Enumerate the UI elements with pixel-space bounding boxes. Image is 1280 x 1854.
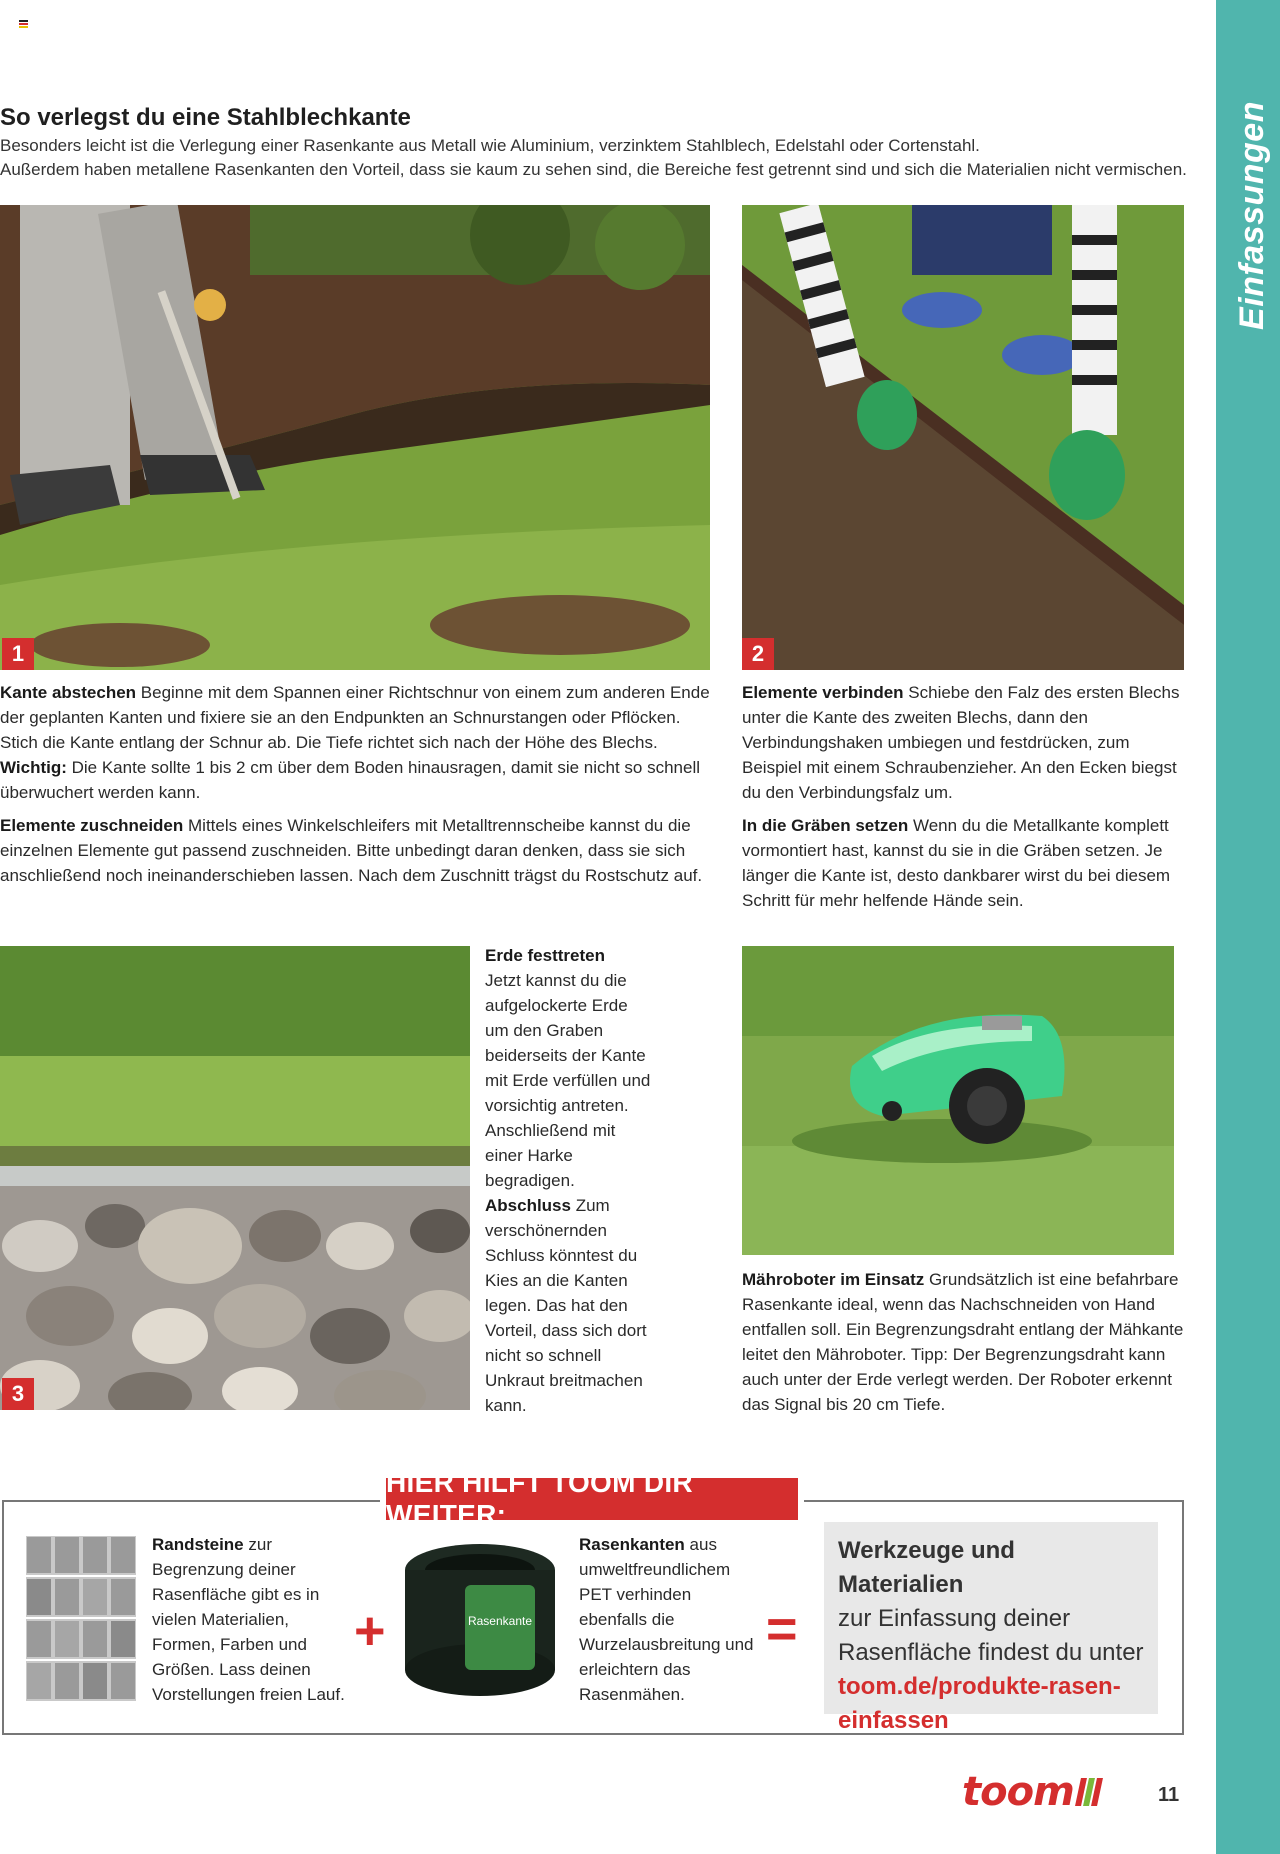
step-2-heading-a: Elemente verbinden [742, 683, 904, 702]
cta-link[interactable]: toom.de/produkte-rasen-einfassen [838, 1673, 1121, 1734]
step-1-note-label: Wichtig: [0, 758, 67, 777]
product-label: Rasenkante [467, 1614, 533, 1628]
promo-item-1-text [152, 1532, 352, 1707]
photo-joining-elements [742, 205, 1184, 670]
toom-logo-text: toom [962, 1769, 1074, 1815]
step-1-body-b: Mittels eines Winkelschleifers mit Metalltrennscheibe kannst du die einzelnen Elemente gut passend zuschneiden. Bitte unbedingt daran denken, dass sie sich anschließend noch ineinanderschieben lassen. Nach dem Zuschnitt trägst du Rostschutz auf. [0, 816, 703, 885]
step-2-text [742, 680, 1184, 921]
intro-line-2: Außerdem haben metallene Rasenkanten den Vorteil, dass sie kaum zu sehen sind, die Bereiche fest getrennt sind und sich die Materialien nicht vermischen. [0, 160, 1187, 179]
step-2-body-b: Wenn du die Metallkante komplett vormontiert hast, kannst du sie in die Gräben setzen. Je länger die Kante ist, desto dankbarer wirst du bei diesem Schritt für mehr helfende Hände sein. [742, 816, 1171, 910]
promo-item-1-heading: Randsteine [152, 1535, 244, 1554]
toom-logo-stripes [1073, 1778, 1103, 1806]
curbstones-image [26, 1536, 136, 1701]
flag-icon [19, 20, 28, 28]
robot-body: Grundsätzlich ist eine befahrbare Rasenkante ideal, wenn das Nachschneiden von Hand entfallen soll. Ein Begrenzungsdraht entlang der Mähkante leitet den Mähroboter. Tipp: Der Begrenzungsdraht kann auch unter der Erde verlegt werden. Der Roboter erkennt das Signal bis 20 cm Tiefe. [742, 1270, 1184, 1414]
step-1-heading-a: Kante abstechen [0, 683, 137, 702]
section-label [1232, 100, 1272, 330]
step-1-paragraph-a [0, 680, 712, 805]
promo-item-2-heading: Rasenkanten [579, 1535, 685, 1554]
promo-banner [380, 1467, 804, 1530]
step-3-heading-a: Erde festtreten [485, 946, 605, 965]
toom-logo [962, 1769, 1100, 1815]
step-1-note-body: Die Kante sollte 1 bis 2 cm über dem Boden hinausragen, damit sie nicht so schnell überwuchert werden kann. [0, 758, 701, 802]
lawn-edging-image [400, 1540, 560, 1700]
step-2-body-a: Schiebe den Falz des ersten Blechs unter die Kante des zweiten Blechs, dann den Verbindungshaken umbiegen und festdrücken, zum Beispiel mit einem Schraubenzieher. An den Ecken biegst du den Verbindungsfalz um. [742, 683, 1180, 802]
robot-text [742, 1267, 1184, 1425]
step-2-heading-b: In die Gräben setzen [742, 816, 909, 835]
intro-line-1: Besonders leicht ist die Verlegung einer Rasenkante aus Metall wie Aluminium, verzinktem Stahlblech, Edelstahl oder Cortenstahl. [0, 136, 980, 155]
section-label-text: Einfassungen [1232, 100, 1271, 330]
photo-gravel-edge [0, 946, 470, 1410]
robot-paragraph [742, 1267, 1184, 1417]
step-2-paragraph-a [742, 680, 1184, 805]
photo-cutting-edge [0, 205, 710, 670]
photo-robot-mower [742, 946, 1174, 1255]
step-1-text [0, 680, 712, 896]
step-1-body-a: Beginne mit dem Spannen einer Richtschnur von einem zum anderen Ende der geplanten Kanten und fixiere sie an den Endpunkten an Schnurstangen oder Pflöcken. Stich die Kante entlang der Schnur ab. Die Tiefe richtet sich nach der Höhe des Blechs. [0, 683, 710, 752]
step-1-heading-b: Elemente zuschneiden [0, 816, 184, 835]
step-3-badge: 3 [2, 1378, 34, 1410]
promo-banner-text: HIER HILFT TOOM DIR WEITER: [386, 1478, 798, 1520]
step-1-badge: 1 [2, 638, 34, 670]
intro-text [0, 134, 1205, 182]
step-2-badge: 2 [742, 638, 774, 670]
step-3-heading-b: Abschluss [485, 1196, 571, 1215]
step-3-body-a: Jetzt kannst du die aufgelockerte Erde um den Graben beiderseits der Kante mit Erde verfüllen und vorsichtig antreten. Anschließend mit einer Harke begradigen. [485, 971, 651, 1190]
step-2-paragraph-b [742, 813, 1184, 913]
step-3-paragraph-a [485, 943, 655, 1193]
equals-sign: = [766, 1599, 798, 1659]
step-3-body-b: Zum verschönernden Schluss könntest du Kies an die Kanten legen. Das hat den Vorteil, dass sich dort nicht so schnell Unkraut breitmachen kann. [485, 1196, 647, 1415]
step-3-paragraph-b [485, 1193, 655, 1418]
promo-cta [824, 1522, 1158, 1734]
promo-item-1-body: zur Begrenzung deiner Rasenfläche gibt es in vielen Materialien, Formen, Farben und Größen. Lass deinen Vorstellungen freien Lauf. [152, 1535, 345, 1704]
step-3-text [485, 943, 655, 1418]
plus-sign: + [354, 1601, 386, 1661]
robot-heading: Mähroboter im Einsatz [742, 1270, 925, 1289]
promo-item-2-text [579, 1532, 759, 1707]
promo-item-2-body: aus umweltfreundlichem PET verhinden ebenfalls die Wurzelausbreitung und erleichtern das Rasenmähen. [579, 1535, 754, 1704]
step-1-paragraph-b [0, 813, 712, 888]
page-number: 11 [1158, 1784, 1180, 1806]
cta-heading: Werkzeuge und Materialien [838, 1537, 1015, 1598]
page-title: So verlegst du eine Stahlblechkante [0, 104, 411, 131]
cta-body: zur Einfassung deiner Rasenfläche findest du unter [838, 1605, 1144, 1666]
